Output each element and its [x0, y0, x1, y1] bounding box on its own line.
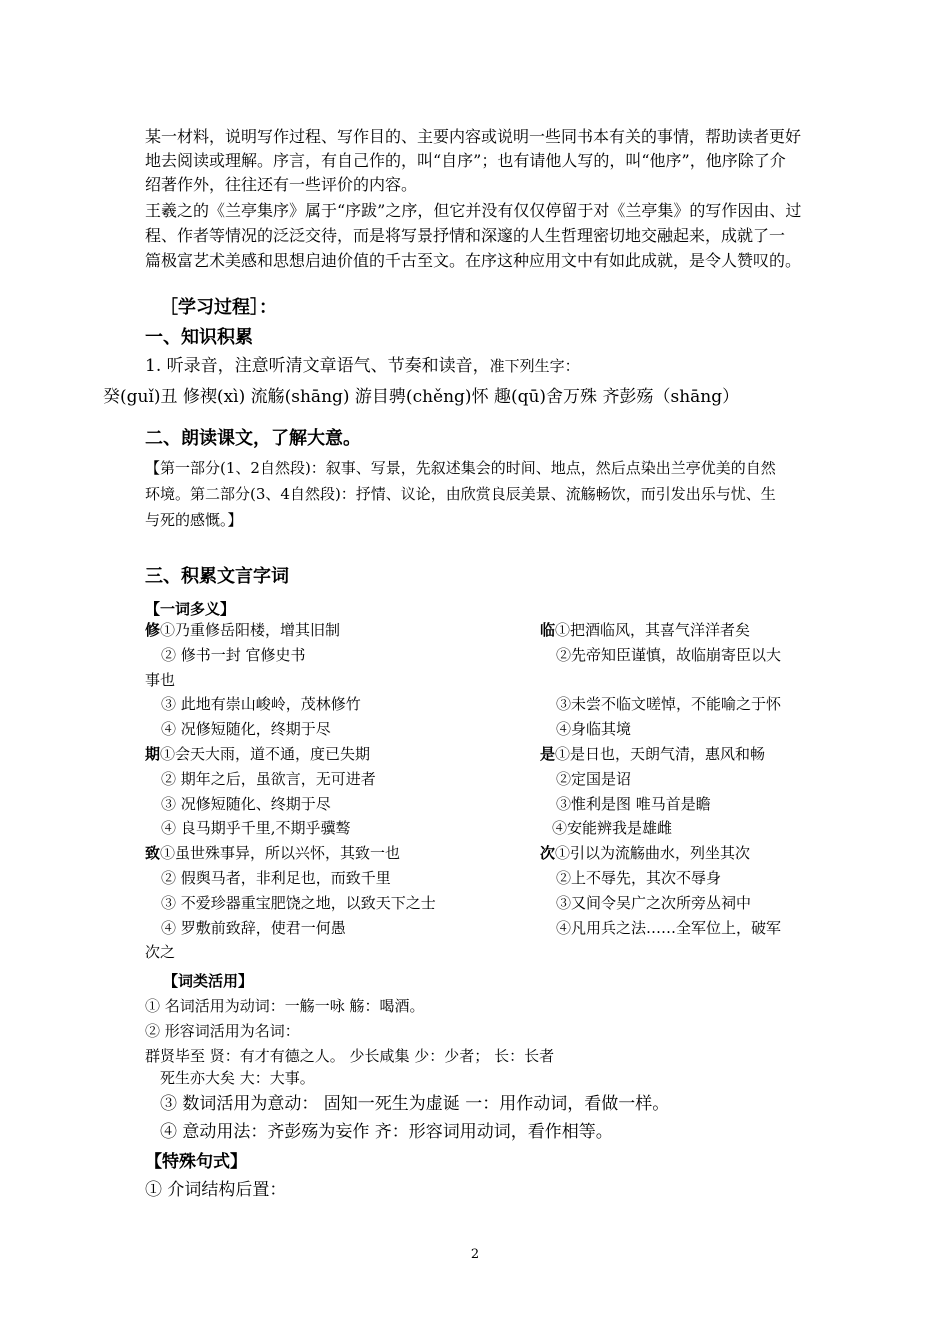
polysemy-right-example: ②定国是诏 [556, 770, 632, 788]
polysemy-right-example: ②先帝知臣谨慎，故临崩寄臣以大 [556, 646, 782, 664]
polysemy-left-entry [145, 744, 370, 764]
polysemy-right-entry [556, 769, 631, 789]
polysemy-right-example: ④安能辨我是雄雌 [552, 819, 673, 837]
polysemy-left-example: ④ 罗敷前致辞，使君一何愚 [161, 919, 346, 937]
polysemy-left-example: ③ 况修短随化、终期于尽 [161, 795, 331, 813]
section-3-title: 三、积累文言字词 [145, 566, 289, 587]
wordclass-label: 【词类活用】 [163, 972, 254, 990]
polysemy-right-entry [540, 744, 765, 764]
polysemy-right-entry [556, 645, 781, 665]
polysemy-left-entry [161, 645, 306, 665]
summary-line-3: 与死的感慨。】 [145, 511, 243, 529]
wordclass-line-4: 死生亦大矣 大：大事。 [160, 1069, 315, 1087]
intro-line-6: 篇极富艺术美感和思想启迪价值的千古至文。在序这种应用文中有如此成就，是令人赞叹的。 [145, 251, 802, 270]
polysemy-left-entry [145, 942, 175, 962]
polysemy-left-headword: 期 [145, 745, 161, 763]
polysemy-left-example: ② 期年之后，虽欲言，无可进者 [161, 770, 376, 788]
polysemy-right-example: ③未尝不临文嗟悼，不能喻之于怀 [556, 695, 782, 713]
section-2-title: 二、朗读课文，了解大意。 [145, 428, 361, 449]
intro-line-5: 程、作者等情况的泛泛交待，而是将写景抒情和深邃的人生哲理密切地交融起来，成就了一 [145, 226, 786, 245]
polysemy-left-example: ①虽世殊事异，所以兴怀，其致一也 [160, 844, 401, 862]
polysemy-right-example: ③又间令吴广之次所旁丛祠中 [556, 894, 752, 912]
polysemy-right-entry [552, 818, 672, 838]
pinyin-line: 癸(guǐ)丑 修禊(xì) 流觞(shāng) 游目骋(chěng)怀 趣(qū)舍万殊 齐彭殇（shāng） [103, 387, 740, 407]
polysemy-right-entry [556, 868, 721, 888]
polysemy-left-headword: 修 [145, 621, 161, 639]
polysemy-left-entry [145, 620, 340, 640]
polysemy-right-example: ①是日也，天朗气清，惠风和畅 [555, 745, 766, 763]
section-1-title: 一、知识积累 [145, 327, 253, 348]
polysemy-left-example: ④ 况修短随化，终期于尽 [161, 720, 331, 738]
intro-line-3: 绍著作外，往往还有一些评价的内容。 [145, 175, 418, 194]
wordclass-line-3: 群贤毕至 贤：有才有德之人。 少长咸集 少：少者； 长：长者 [145, 1047, 555, 1065]
polysemy-left-entry [161, 818, 351, 838]
special-line-1: ① 介词结构后置： [145, 1180, 287, 1200]
polysemy-right-entry [556, 694, 781, 714]
polysemy-left-entry [161, 794, 331, 814]
wordclass-line-2: ② 形容词活用为名词： [145, 1022, 300, 1040]
polysemy-right-entry [556, 893, 751, 913]
polysemy-right-headword: 临 [540, 621, 556, 639]
intro-line-1: 某一材料，说明写作过程、写作目的、主要内容或说明一些同书本有关的事情，帮助读者更好 [145, 127, 802, 146]
polysemy-left-entry [161, 868, 391, 888]
polysemy-right-example: ②上不辱先，其次不辱身 [556, 869, 722, 887]
polysemy-left-entry [161, 719, 331, 739]
polysemy-left-example: ② 修书一封 官修史书 [161, 646, 306, 664]
polysemy-left-example: ④ 良马期乎千里,不期乎骥骜 [161, 819, 351, 837]
summary-line-1: 【第一部分(1、2自然段)：叙事、写景，先叙述集会的时间、地点，然后点染出兰亭优美的自然 [145, 459, 776, 477]
polysemy-right-entry [556, 794, 711, 814]
wordclass-line-1: ① 名词活用为动词：一觞一咏 觞：喝酒。 [145, 997, 425, 1015]
section-1-item-text: 1. 听录音，注意听清文章语气、节奏和读音， [145, 356, 490, 376]
polysemy-right-headword: 是 [540, 745, 556, 763]
polysemy-right-example: ①把酒临风，其喜气洋洋者矣 [555, 621, 751, 639]
polysemy-right-example: ④凡用兵之法……全军位上，破军 [556, 919, 782, 937]
polysemy-right-entry [540, 843, 750, 863]
polysemy-right-entry [540, 620, 750, 640]
polysemy-left-example: 事也 [145, 671, 176, 689]
polysemy-left-example: ①会天大雨，道不通，度已失期 [160, 745, 371, 763]
polysemy-left-entry [161, 893, 436, 913]
section-1-item-tail: 准下列生字： [489, 357, 580, 375]
polysemy-left-headword: 致 [145, 844, 161, 862]
special-label: 【特殊句式】 [145, 1152, 247, 1172]
summary-line-2: 环境。第二部分(3、4自然段)：抒情、议论，由欣赏良辰美景、流觞畅饮，而引发出乐与忧、生 [145, 485, 776, 503]
polysemy-left-entry [161, 918, 346, 938]
page-number: 2 [470, 1247, 480, 1262]
study-process-heading: ［学习过程］： [160, 297, 277, 318]
intro-line-4: 王羲之的《兰亭集序》属于“序跋”之序，但它并没有仅仅停留于对《兰亭集》的写作因由、过 [145, 201, 802, 220]
polysemy-right-example: ③惟利是图 唯马首是瞻 [556, 795, 711, 813]
polysemy-left-example: ③ 此地有崇山峻岭，茂林修竹 [161, 695, 361, 713]
polysemy-left-entry [145, 670, 175, 690]
polysemy-left-entry [145, 843, 400, 863]
section-1-item [145, 356, 580, 376]
polysemy-right-example: ④身临其境 [556, 720, 632, 738]
polysemy-left-example: ② 假舆马者，非利足也，而致千里 [161, 869, 391, 887]
polysemy-left-example: ③ 不爱珍器重宝肥饶之地，以致天下之士 [161, 894, 436, 912]
polysemy-left-example: ①乃重修岳阳楼，增其旧制 [160, 621, 341, 639]
polysemy-left-entry [161, 694, 361, 714]
polysemy-right-entry [556, 918, 781, 938]
polysemy-right-example: ①引以为流觞曲水，列坐其次 [555, 844, 751, 862]
intro-line-2: 地去阅读或理解。序言，有自己作的，叫“自序”；也有请他人写的，叫“他序”，他序除了介 [145, 151, 786, 170]
polysemy-left-entry [161, 769, 376, 789]
wordclass-line-5: ③ 数词活用为意动： 固知一死生为虚诞 一：用作动词，看做一样。 [160, 1094, 670, 1114]
polysemy-right-headword: 次 [540, 844, 556, 862]
polysemy-label: 【一词多义】 [145, 600, 236, 618]
wordclass-line-6: ④ 意动用法：齐彭殇为妄作 齐：形容词用动词，看作相等。 [160, 1122, 613, 1142]
polysemy-right-entry [556, 719, 631, 739]
polysemy-left-example: 次之 [145, 943, 176, 961]
